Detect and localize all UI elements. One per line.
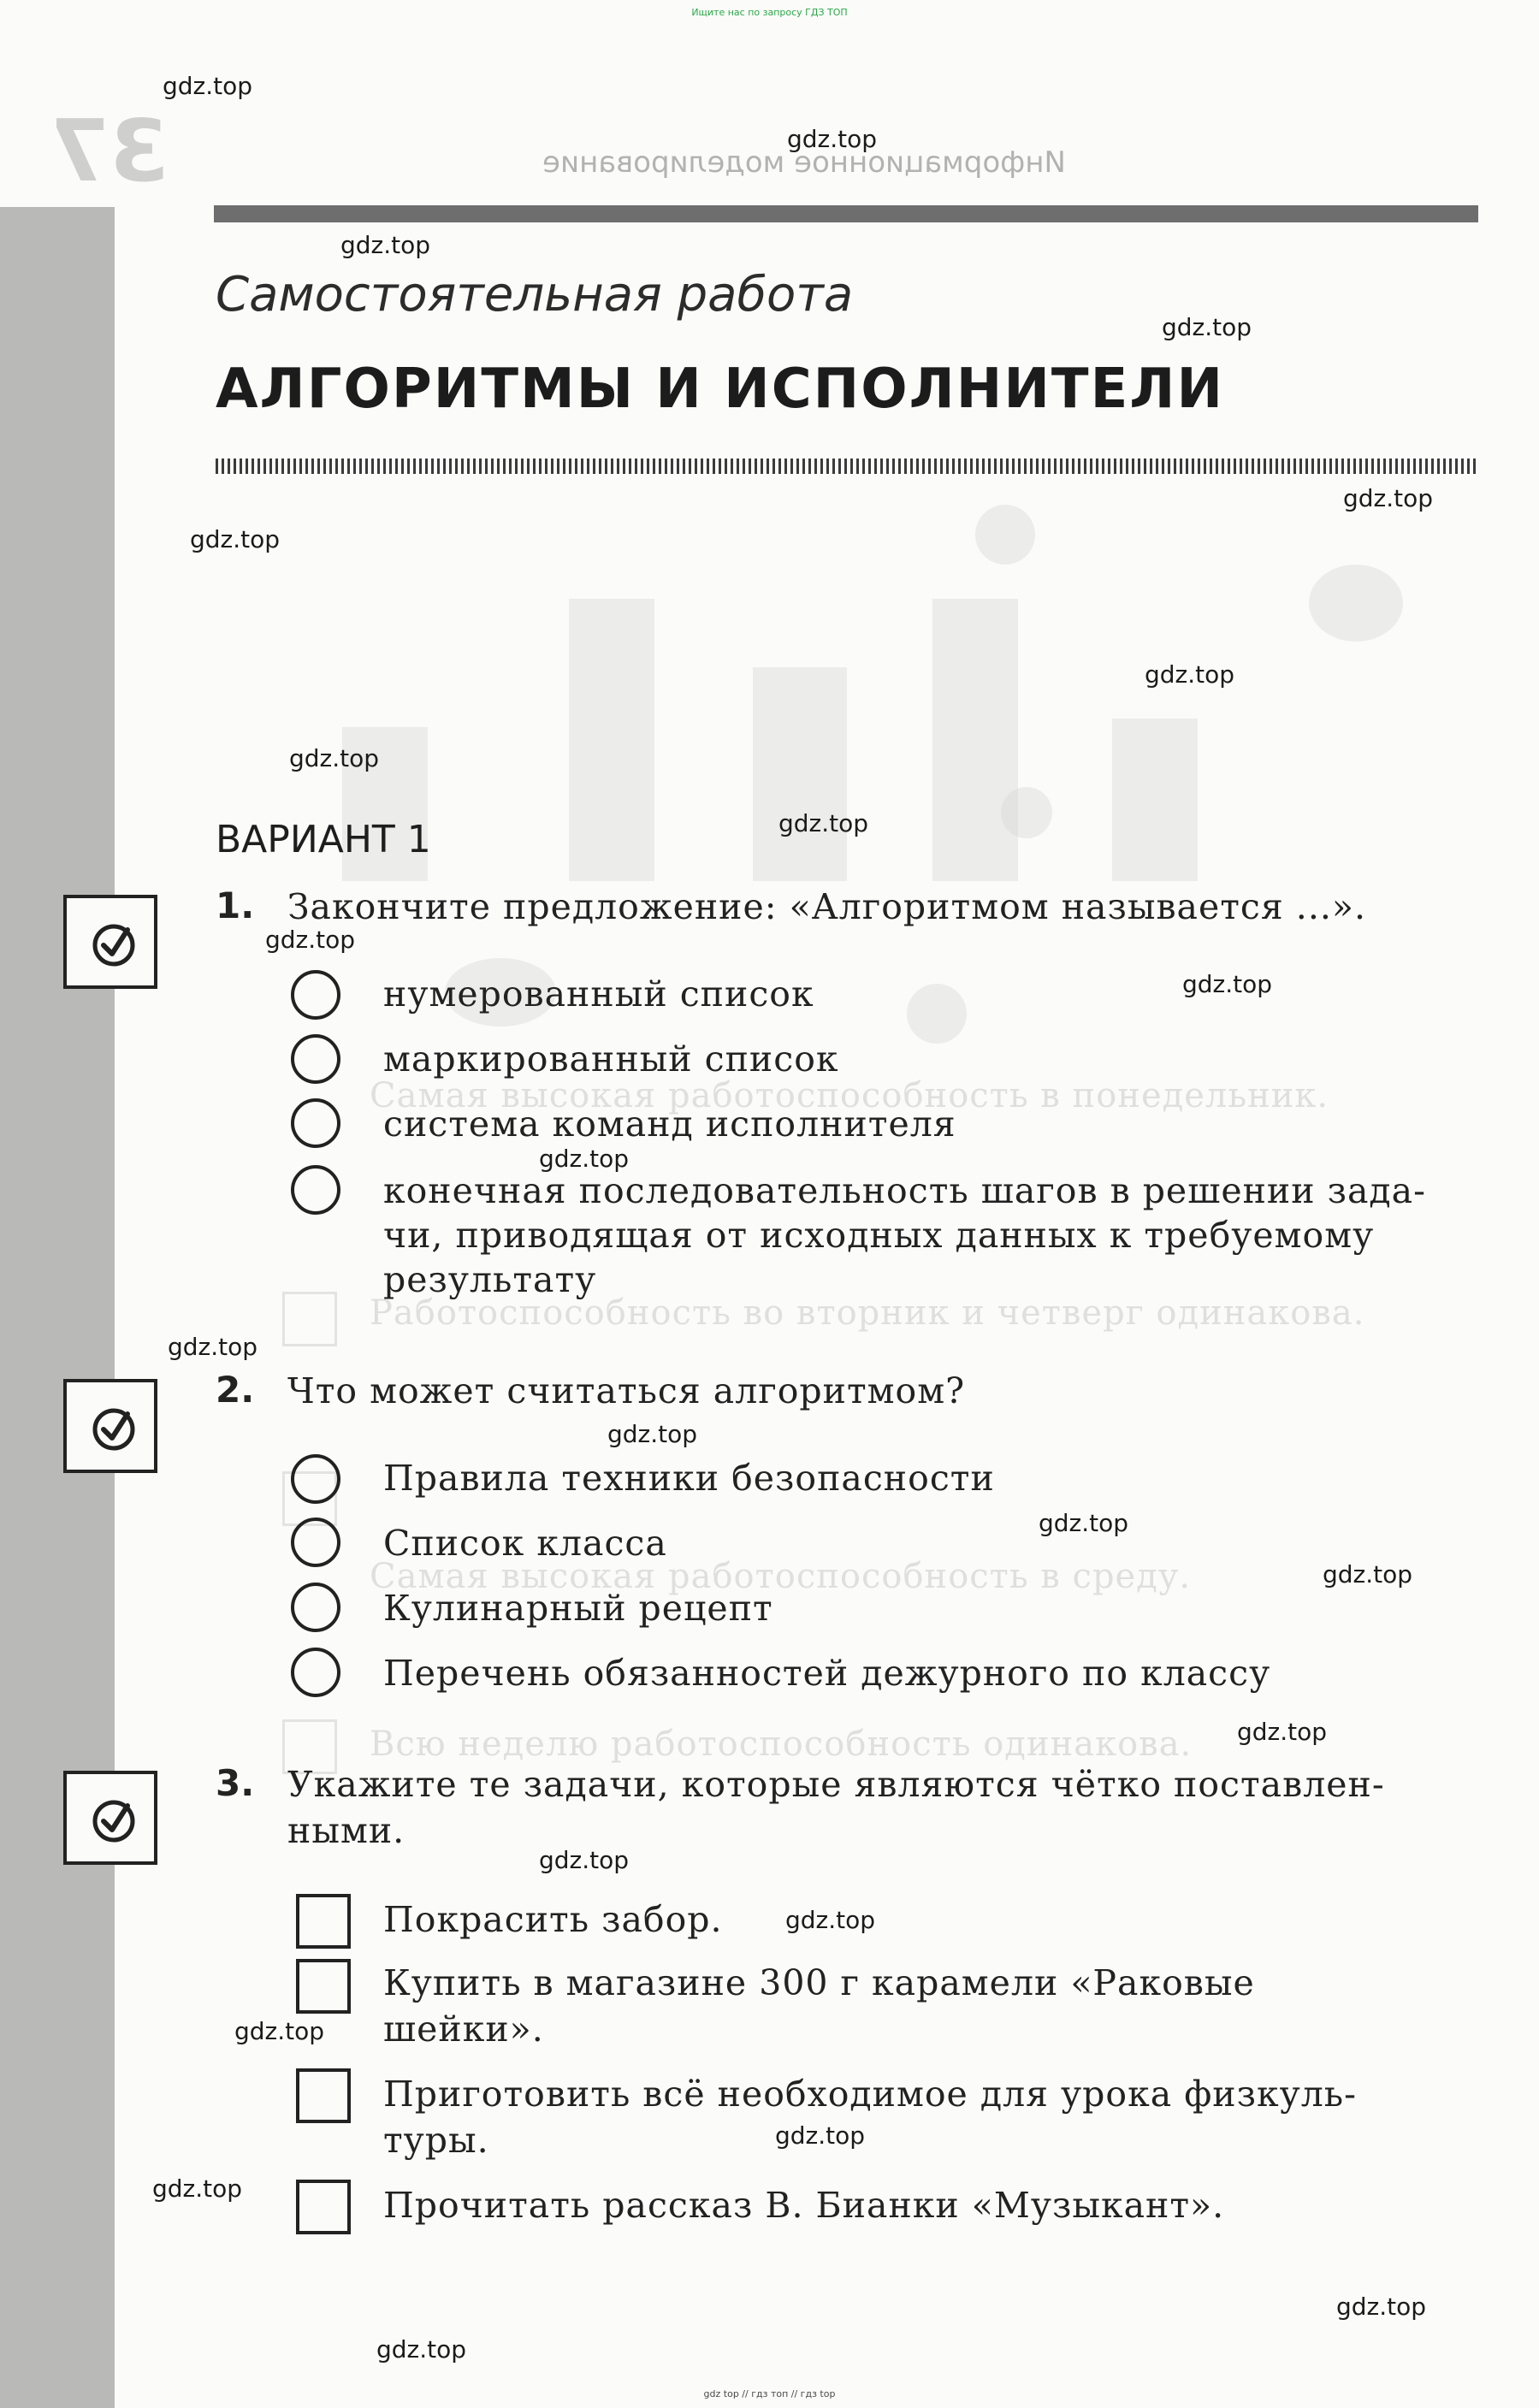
- variant-label: ВАРИАНТ 1: [216, 818, 431, 861]
- answer-radio[interactable]: [291, 1098, 340, 1148]
- watermark: gdz.top: [340, 231, 431, 259]
- bleed-chart-bar: [753, 667, 847, 881]
- answer-option: Правила техники безопасности: [383, 1458, 995, 1499]
- answer-radio[interactable]: [291, 970, 340, 1020]
- question-text: Закончите предложение: «Алгоритмом называется ...».: [287, 886, 1367, 927]
- watermark: gdz.top: [190, 525, 281, 553]
- answer-radio[interactable]: [291, 1648, 340, 1697]
- watermark: gdz.top: [787, 125, 878, 153]
- watermark: gdz.top: [539, 1846, 630, 1874]
- bleed-line: Всю неделю работоспособность одинакова.: [370, 1725, 1193, 1764]
- watermark: gdz.top: [785, 1906, 876, 1934]
- page-title: АЛГОРИТМЫ И ИСПОЛНИТЕЛИ: [216, 358, 1224, 421]
- bleed-chart-bar: [1112, 719, 1198, 881]
- watermark: gdz.top: [1145, 660, 1235, 689]
- answer-option: Прочитать рассказ В. Бианки «Музыкант».: [383, 2185, 1225, 2226]
- answer-checkbox[interactable]: [296, 1959, 351, 2014]
- watermark: gdz.top: [163, 72, 253, 100]
- top-note: Ищите нас по запросу ГДЗ ТОП: [691, 7, 848, 18]
- answer-option: Кулинарный рецепт: [383, 1588, 773, 1629]
- answer-option: маркированный список: [383, 1038, 839, 1080]
- watermark: gdz.top: [1343, 484, 1434, 512]
- watermark: gdz.top: [168, 1333, 258, 1361]
- answer-checkbox[interactable]: [296, 1894, 351, 1949]
- question-number: 3.: [216, 1762, 255, 1804]
- answer-option: конечная последовательность шагов в решении зада-: [383, 1170, 1426, 1211]
- bottom-note: gdz top // гдз топ // гдз top: [703, 2388, 836, 2399]
- page-subtitle: Самостоятельная работа: [216, 267, 854, 322]
- answer-option: шейки».: [383, 2009, 544, 2050]
- answer-radio[interactable]: [291, 1518, 340, 1567]
- answer-option: Список класса: [383, 1523, 667, 1564]
- checkmark-icon: [90, 1405, 138, 1453]
- answer-option: туры.: [383, 2120, 489, 2161]
- question-text: ными.: [287, 1810, 405, 1851]
- bleed-decoration: [1309, 565, 1403, 642]
- watermark: gdz.top: [376, 2335, 467, 2364]
- answer-option: результату: [383, 1259, 597, 1300]
- answer-radio[interactable]: [291, 1454, 340, 1504]
- watermark: gdz.top: [1039, 1509, 1129, 1537]
- answer-option: чи, приводящая от исходных данных к требуемому: [383, 1215, 1375, 1256]
- bleed-chart-bar: [569, 599, 654, 881]
- watermark: gdz.top: [775, 2121, 866, 2150]
- watermark: gdz.top: [539, 1145, 630, 1173]
- answer-option: Приготовить всё необходимое для урока физкуль-: [383, 2074, 1357, 2115]
- watermark: gdz.top: [1237, 1718, 1328, 1746]
- bleed-decoration: [907, 984, 967, 1044]
- question-number: 2.: [216, 1369, 255, 1411]
- answer-option: Покрасить забор.: [383, 1899, 723, 1940]
- watermark: gdz.top: [289, 744, 380, 772]
- answer-radio[interactable]: [291, 1583, 340, 1632]
- watermark: gdz.top: [152, 2174, 243, 2203]
- watermark: gdz.top: [1323, 1560, 1413, 1589]
- answer-option: нумерованный список: [383, 973, 814, 1015]
- answer-option: Перечень обязанностей дежурного по классу: [383, 1653, 1271, 1694]
- bleed-checkbox: [282, 1292, 337, 1346]
- bleed-decoration: [975, 505, 1035, 565]
- bleed-line: Самая высокая работоспособность в среду.: [370, 1557, 1192, 1596]
- watermark: gdz.top: [607, 1420, 698, 1448]
- checkmark-icon: [90, 1797, 138, 1845]
- question-number: 1.: [216, 885, 255, 926]
- self-check-box: [63, 895, 157, 989]
- answer-checkbox[interactable]: [296, 2068, 351, 2123]
- answer-option: Купить в магазине 300 г карамели «Раковые: [383, 1962, 1255, 2003]
- bleed-header: Информационное моделирование: [542, 145, 1066, 180]
- watermark: gdz.top: [1162, 313, 1252, 341]
- hatched-divider: [216, 459, 1478, 474]
- bleed-page-number: 37: [50, 101, 169, 201]
- self-check-box: [63, 1379, 157, 1473]
- bleed-decoration: [1001, 787, 1052, 838]
- bleed-line: Работоспособность во вторник и четверг одинакова.: [370, 1293, 1365, 1333]
- answer-radio[interactable]: [291, 1034, 340, 1084]
- answer-checkbox[interactable]: [296, 2180, 351, 2234]
- watermark: gdz.top: [265, 926, 356, 954]
- watermark: gdz.top: [1336, 2293, 1427, 2321]
- answer-option: система команд исполнителя: [383, 1103, 956, 1145]
- watermark: gdz.top: [778, 809, 869, 837]
- header-rule: [214, 205, 1478, 222]
- watermark: gdz.top: [1182, 970, 1273, 998]
- bleed-line: Самая высокая работоспособность в понедельник.: [370, 1076, 1329, 1115]
- question-text: Укажите те задачи, которые являются чётко поставлен-: [287, 1764, 1385, 1805]
- checkmark-icon: [90, 921, 138, 969]
- question-text: Что может считаться алгоритмом?: [287, 1370, 966, 1411]
- bleed-chart-bar: [932, 599, 1018, 881]
- answer-radio[interactable]: [291, 1165, 340, 1215]
- self-check-box: [63, 1771, 157, 1865]
- watermark: gdz.top: [234, 2017, 325, 2045]
- side-band: [0, 207, 115, 2408]
